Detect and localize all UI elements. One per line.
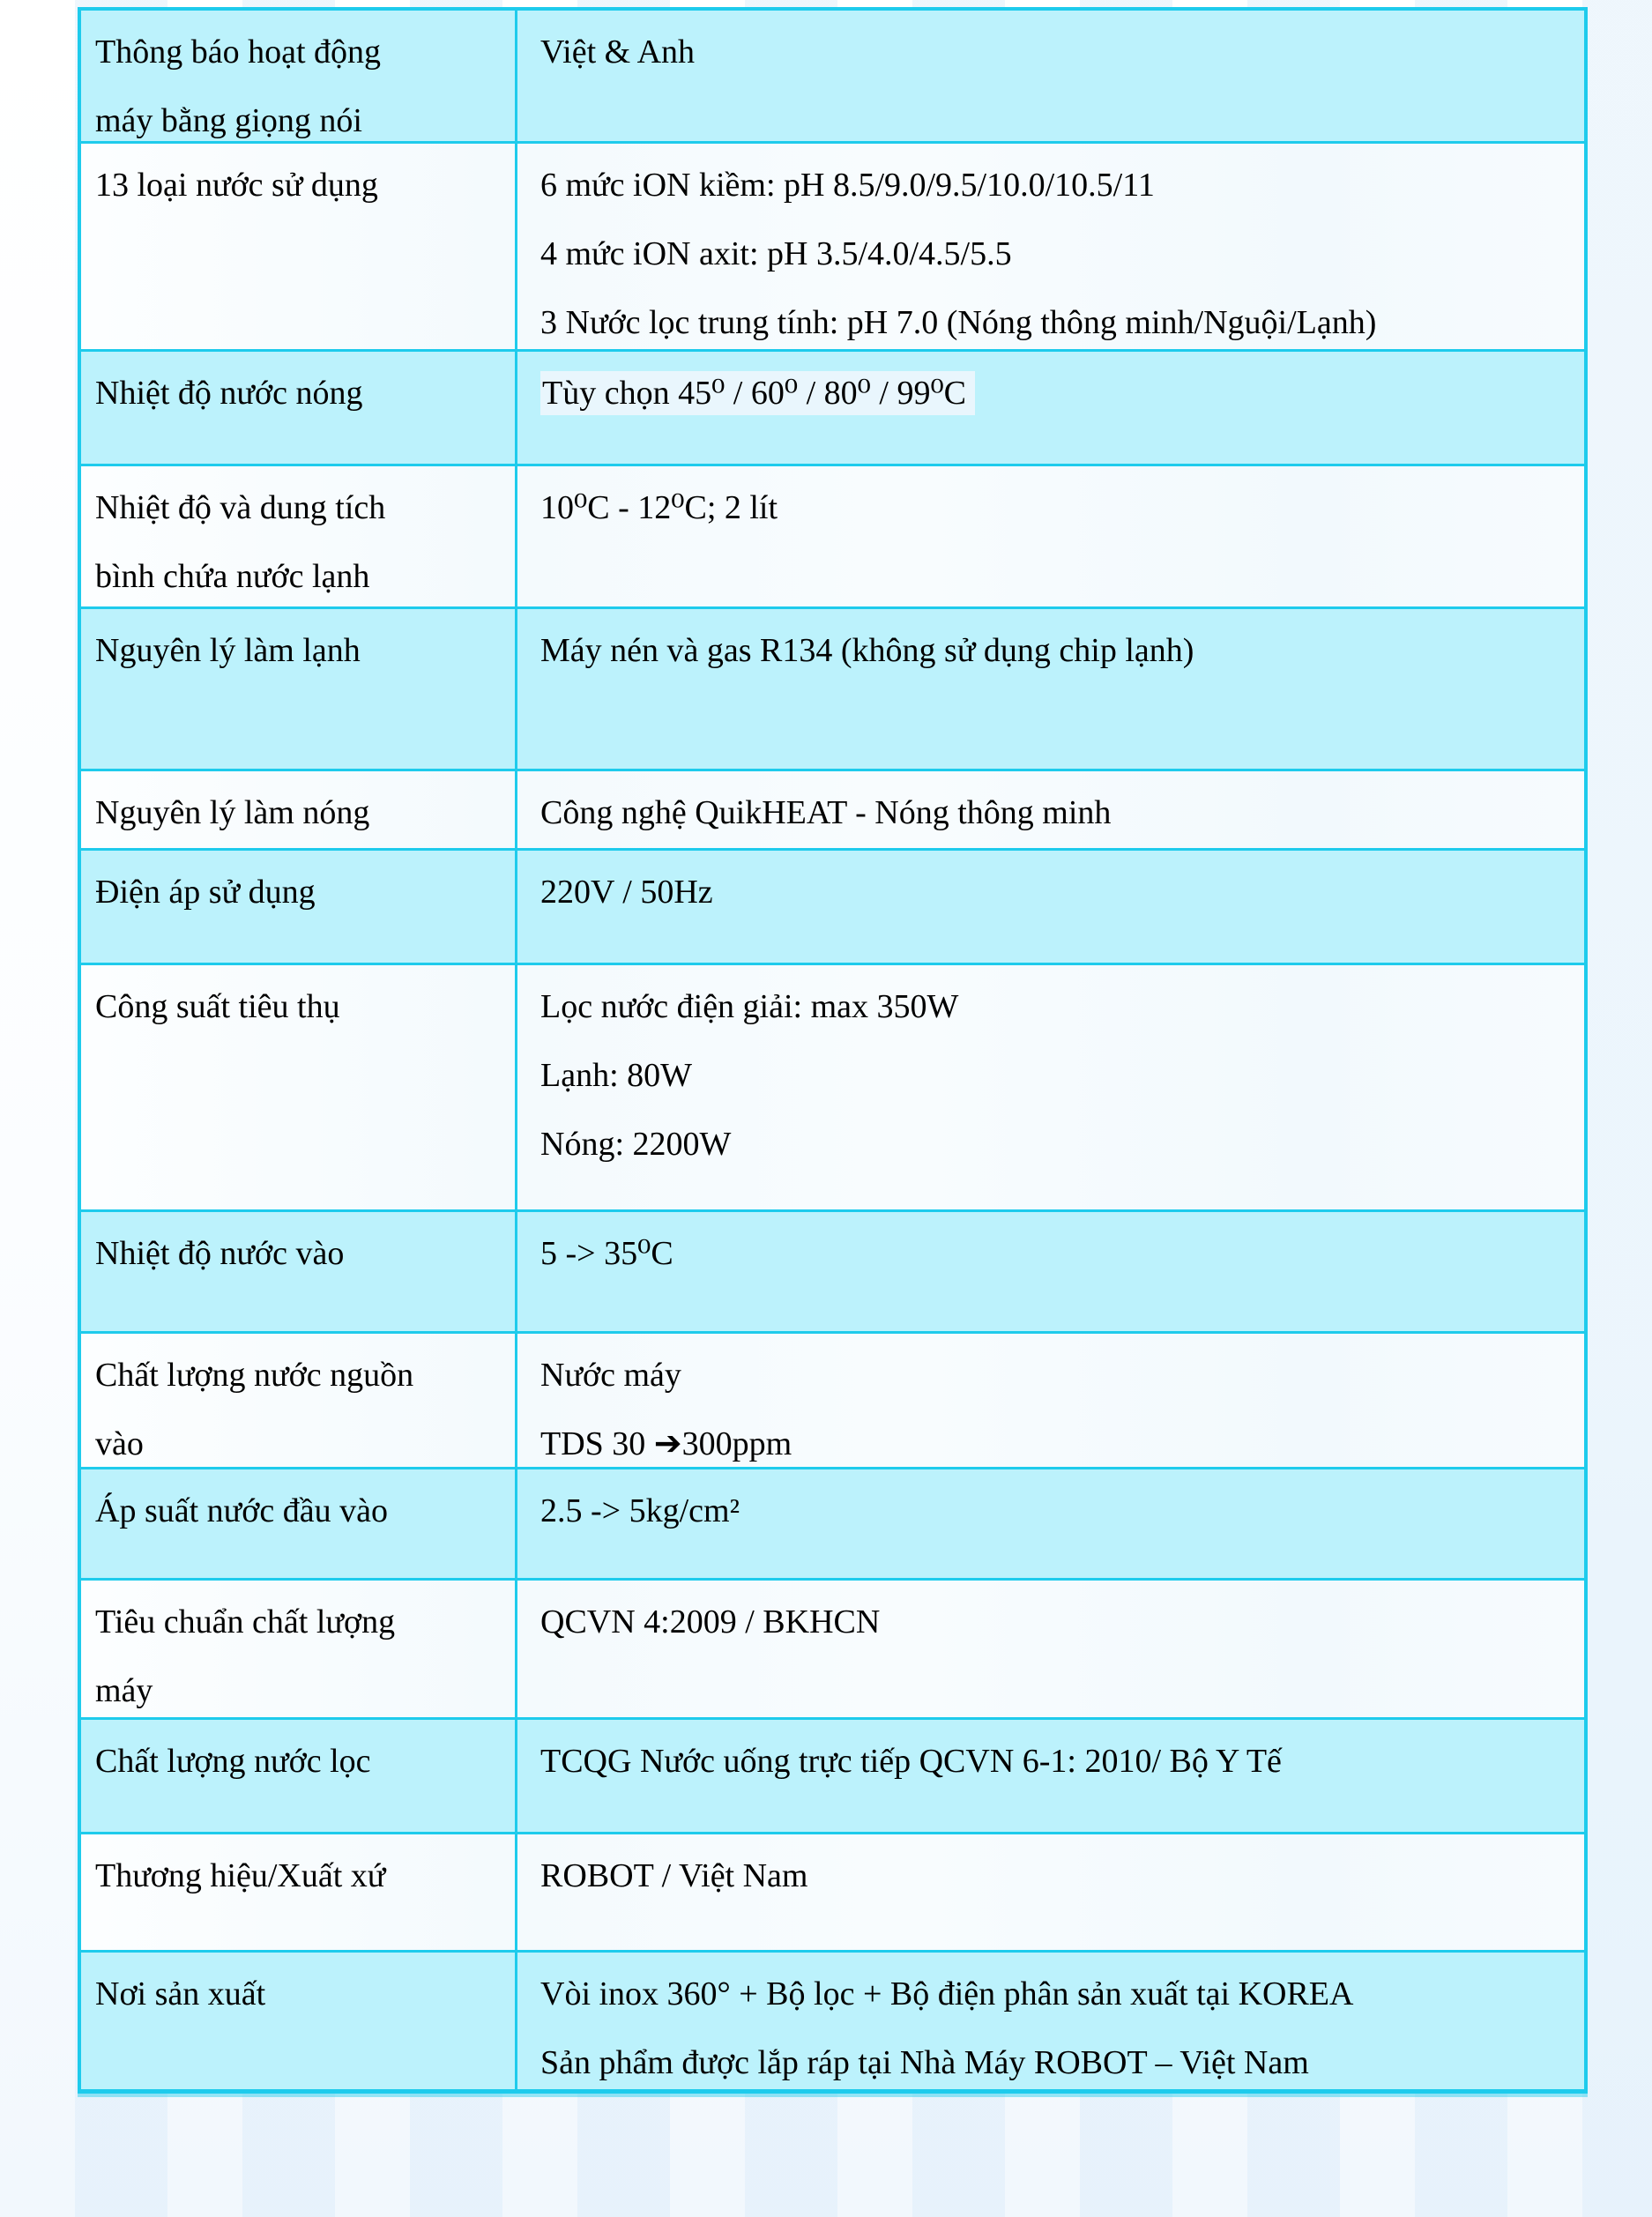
- spec-value-cell: [515, 352, 1584, 464]
- spec-value-line: Nước máy: [540, 1357, 681, 1394]
- spec-value-cell: [515, 609, 1584, 769]
- spec-value-line: Nóng: 2200W: [540, 1126, 732, 1163]
- spec-value-line: QCVN 4:2009 / BKHCN: [540, 1603, 881, 1640]
- spec-value-line: Vòi inox 360° + Bộ lọc + Bộ điện phân sản xuất tại KOREA: [540, 1975, 1354, 2012]
- spec-label-line: Công suất tiêu thụ: [95, 988, 340, 1025]
- spec-label-cell: [81, 1953, 515, 2089]
- spec-value-line: Lạnh: 80W: [540, 1057, 693, 1094]
- spec-value-cell: [515, 1834, 1584, 1950]
- spec-value-cell: [515, 771, 1584, 848]
- spec-label-cell: [81, 1334, 515, 1467]
- spec-value-line: Lọc nước điện giải: max 350W: [540, 988, 959, 1025]
- spec-value-line: [540, 359, 1579, 428]
- spec-label-line: Nguyên lý làm nóng: [95, 794, 370, 831]
- spec-label-line: máy: [95, 1672, 153, 1709]
- spec-value-cell: [515, 1720, 1584, 1832]
- spec-label-cell: [81, 352, 515, 464]
- spec-label-line: 13 loại nước sử dụng: [95, 167, 378, 204]
- spec-value-cell: [515, 144, 1584, 349]
- spec-label-cell: [81, 1720, 515, 1832]
- table-row: [81, 1331, 1584, 1467]
- spec-value-line: 6 mức iON kiềm: pH 8.5/9.0/9.5/10.0/10.5/11: [540, 167, 1155, 204]
- table-row: [81, 11, 1584, 141]
- spec-value-line: 10⁰C - 12⁰C; 2 lít: [540, 489, 778, 526]
- spec-table: [78, 7, 1588, 2094]
- spec-value-cell: [515, 466, 1584, 606]
- table-row: [81, 1209, 1584, 1331]
- spec-label-line: Nhiệt độ nước vào: [95, 1235, 345, 1272]
- spec-value-cell: [515, 1581, 1584, 1717]
- table-row: [81, 141, 1584, 349]
- spec-value-cell: [515, 1469, 1584, 1578]
- spec-label-cell: [81, 851, 515, 963]
- spec-label-line: Thông báo hoạt động: [95, 33, 382, 71]
- table-row: [81, 1717, 1584, 1832]
- table-row: [81, 464, 1584, 606]
- highlighted-text: Tùy chọn 45⁰ / 60⁰ / 80⁰ / 99⁰C: [540, 371, 975, 415]
- spec-value-line: 5 -> 35⁰C: [540, 1235, 673, 1272]
- spec-value-line: TDS 30 ➔300ppm: [540, 1425, 793, 1462]
- spec-label-cell: [81, 1212, 515, 1331]
- spec-value-line: Công nghệ QuikHEAT - Nóng thông minh: [540, 794, 1112, 831]
- table-row: [81, 769, 1584, 848]
- spec-label-cell: [81, 144, 515, 349]
- table-row: [81, 1467, 1584, 1578]
- spec-value-cell: [515, 1212, 1584, 1331]
- spec-value-line: Việt & Anh: [540, 33, 696, 71]
- spec-label-cell: [81, 771, 515, 848]
- spec-label-line: máy bằng giọng nói: [95, 102, 362, 139]
- spec-label-line: Áp suất nước đầu vào: [95, 1492, 388, 1529]
- spec-value-cell: [515, 1953, 1584, 2089]
- table-row: [81, 349, 1584, 464]
- spec-label-line: Tiêu chuẩn chất lượng: [95, 1603, 396, 1640]
- spec-value-line: 220V / 50Hz: [540, 874, 713, 911]
- spec-label-cell: [81, 1581, 515, 1717]
- table-row: [81, 1832, 1584, 1950]
- spec-value-line: Máy nén và gas R134 (không sử dụng chip lạnh): [540, 632, 1194, 669]
- spec-value-cell: [515, 851, 1584, 963]
- table-row: [81, 1578, 1584, 1717]
- spec-value-cell: [515, 1334, 1584, 1467]
- spec-label-line: Nơi sản xuất: [95, 1975, 266, 2012]
- spec-value-line: TCQG Nước uống trực tiếp QCVN 6-1: 2010/ Bộ Y Tế: [540, 1743, 1282, 1780]
- spec-label-line: bình chứa nước lạnh: [95, 558, 370, 595]
- spec-label-line: Nhiệt độ và dung tích: [95, 489, 386, 526]
- table-row: [81, 963, 1584, 1209]
- spec-value-line: 4 mức iON axit: pH 3.5/4.0/4.5/5.5: [540, 235, 1012, 272]
- spec-value-line: ROBOT / Việt Nam: [540, 1857, 808, 1894]
- spec-label-line: vào: [95, 1425, 144, 1462]
- spec-value-line: 3 Nước lọc trung tính: pH 7.0 (Nóng thông minh/Nguội/Lạnh): [540, 304, 1377, 341]
- spec-label-cell: [81, 609, 515, 769]
- table-row: [81, 606, 1584, 769]
- spec-label-cell: [81, 466, 515, 606]
- spec-label-line: Nhiệt độ nước nóng: [95, 375, 363, 412]
- spec-label-cell: [81, 11, 515, 141]
- spec-value-cell: [515, 965, 1584, 1209]
- table-row: [81, 1950, 1584, 2089]
- spec-label-line: Điện áp sử dụng: [95, 874, 316, 911]
- spec-label-cell: [81, 1469, 515, 1578]
- spec-value-line: 2.5 -> 5kg/cm²: [540, 1492, 740, 1529]
- spec-label-cell: [81, 965, 515, 1209]
- spec-value-cell: [515, 11, 1584, 141]
- spec-label-line: Nguyên lý làm lạnh: [95, 632, 361, 669]
- spec-label-line: Chất lượng nước nguồn: [95, 1357, 414, 1394]
- spec-label-line: Chất lượng nước lọc: [95, 1743, 371, 1780]
- spec-label-cell: [81, 1834, 515, 1950]
- spec-label-line: Thương hiệu/Xuất xứ: [95, 1857, 386, 1894]
- spec-value-line: Sản phẩm được lắp ráp tại Nhà Máy ROBOT – Việt Nam: [540, 2044, 1309, 2081]
- table-row: [81, 848, 1584, 963]
